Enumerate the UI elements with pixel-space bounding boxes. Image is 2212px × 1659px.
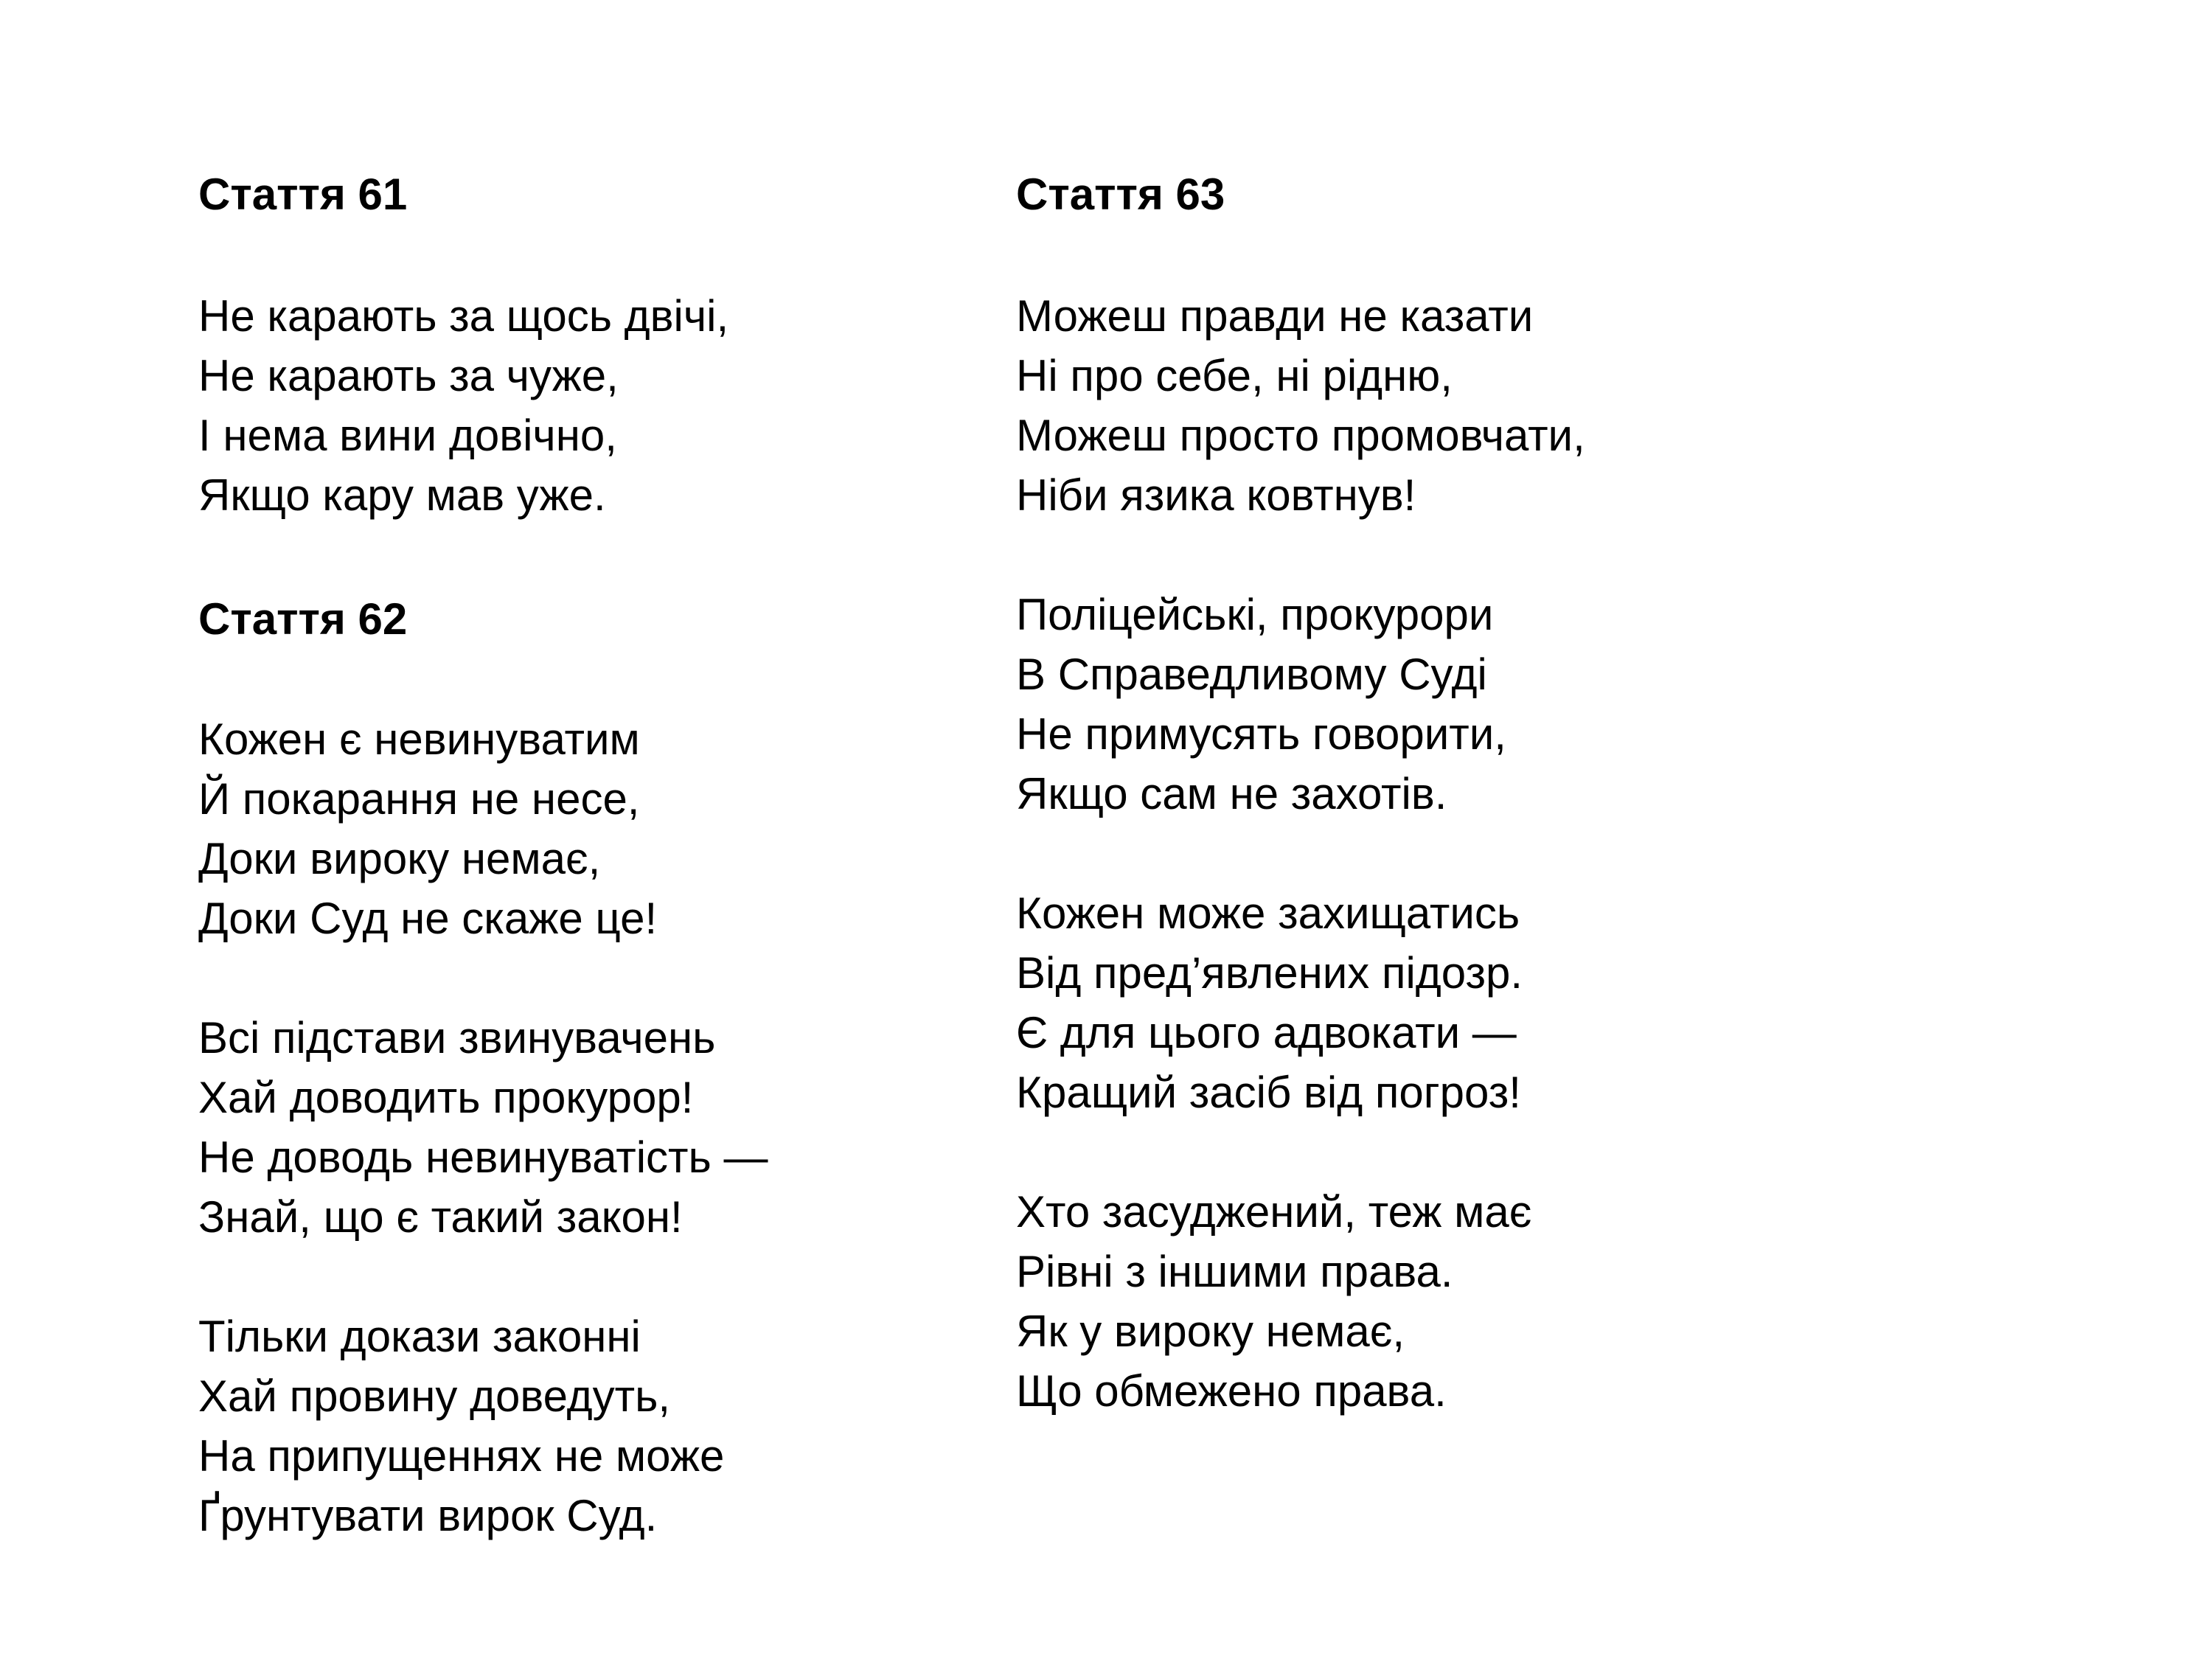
verse-line: Кожен може захищатись: [1016, 888, 1520, 938]
verse-line: Доки вироку немає,: [198, 834, 601, 883]
verse-line: Доки Суд не скаже це!: [198, 894, 658, 943]
verse-line: Якщо сам не захотів.: [1016, 769, 1447, 818]
verse-line: Кращий засіб від погроз!: [1016, 1068, 1521, 1117]
verse-line: Не карають за щось двічі,: [198, 291, 729, 341]
article-62-title: Стаття 62: [198, 594, 408, 644]
verse-line: Якщо кару мав уже.: [198, 470, 606, 520]
verse-line: І нема вини довічно,: [198, 411, 617, 460]
article-63-stanza-3: [1016, 883, 1523, 1122]
verse-line: Можеш правди не казати: [1016, 291, 1534, 341]
verse-line: Всі підстави звинувачень: [198, 1013, 716, 1062]
article-62-stanza-1: [198, 709, 657, 948]
verse-line: Не примусять говорити,: [1016, 709, 1506, 759]
verse-line: Хто засуджений, теж має: [1016, 1187, 1532, 1237]
verse-line: Від пред’явлених підозр.: [1016, 948, 1523, 998]
verse-line: Поліцейські, прокурори: [1016, 590, 1494, 639]
verse-line: Рівні з іншими права.: [1016, 1247, 1453, 1296]
verse-line: Хай доводить прокурор!: [198, 1073, 694, 1122]
verse-line: Ґрунтувати вирок Суд.: [198, 1491, 658, 1540]
article-61-title: Стаття 61: [198, 170, 408, 219]
verse-line: Не доводь невинуватість —: [198, 1133, 768, 1182]
article-63-stanza-4: [1016, 1182, 1531, 1421]
verse-line: Що обмежено права.: [1016, 1366, 1447, 1416]
article-62-stanza-2: [198, 1008, 768, 1247]
verse-line: Ні про себе, ні рідню,: [1016, 351, 1453, 400]
verse-line: Кожен є невинуватим: [198, 714, 640, 764]
article-63-stanza-2: [1016, 585, 1506, 824]
verse-line: Є для цього адвокати —: [1016, 1008, 1517, 1057]
verse-line: Й покарання не несе,: [198, 774, 640, 824]
article-63-stanza-1: [1016, 286, 1585, 525]
verse-line: Як у вироку немає,: [1016, 1307, 1405, 1356]
verse-line: В Справедливому Суді: [1016, 650, 1487, 699]
verse-line: Тільки докази законні: [198, 1312, 641, 1361]
verse-line: Не карають за чуже,: [198, 351, 619, 400]
verse-line: Можеш просто промовчати,: [1016, 411, 1585, 460]
verse-line: Хай провину доведуть,: [198, 1371, 671, 1421]
article-62-stanza-3: [198, 1307, 724, 1545]
verse-line: На припущеннях не може: [198, 1431, 725, 1481]
article-63-title: Стаття 63: [1016, 170, 1225, 219]
article-61-stanza-1: [198, 286, 728, 525]
verse-line: Ніби язика ковтнув!: [1016, 470, 1416, 520]
verse-line: Знай, що є такий закон!: [198, 1192, 683, 1242]
